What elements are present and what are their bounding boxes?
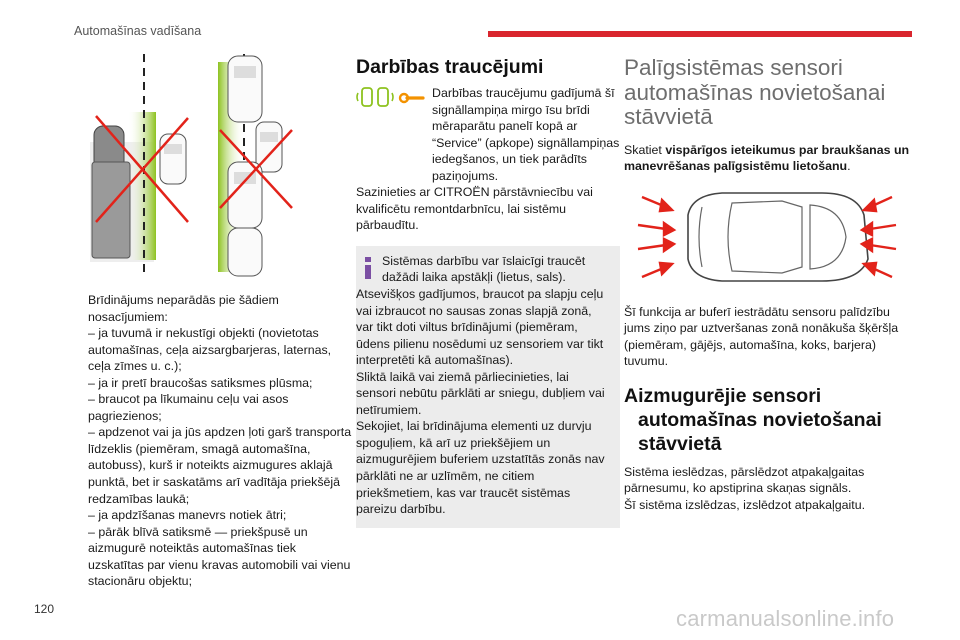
intro-prefix: Skatiet — [624, 142, 666, 157]
list-item: – apdzenot vai ja jūs apdzen ļoti garš transporta līdzeklis (piemēram, smagā automašīna, autobuss), kurš ir noteikts aizmugures aklajā punktā, bet ir saskatāms arī vadītāja priekšējā redzamības laukā; — [88, 425, 352, 506]
section-title-parking-sensors: Palīgsistēmas sensori automašīnas novietošanai stāvvietā — [624, 55, 886, 129]
function-paragraph: Šī funkcija ar buferī iestrādātu sensoru palīdzību jums ziņo par uztveršanas zonā nonākuša šķēršļa (piemēram, gājējs, automašīna, koks, barjera) tuvumu. — [624, 304, 899, 369]
header-section-title: Automašīnas vadīšana — [74, 24, 202, 38]
blind-spot-warning-icon — [357, 88, 393, 106]
list-item: – ja tuvumā ir nekustīgi objekti (novietotas automašīnas, ceļa aizsargbarjeras, laternas, ceļa zīmes u. c.); — [88, 326, 332, 374]
parking-sensors-car-topview-illustration — [632, 185, 902, 289]
list-item: – braucot pa līkumainu ceļu vai asos pagriezienos; — [88, 392, 289, 423]
note-paragraph: Atsevišķos gadījumos, braucot pa slapju ceļu vai izbraucot no sausas zonas slapjā zonā, var tikt doti viltus brīdinājumi (piemēram, ūdens pilienu nosēdumi uz sensoriem var tikt interpretēti kā automašīnas). — [356, 287, 604, 368]
malfunction-paragraph: Darbības traucējumu gadījumā šī signāllampiņa mirgo īsu brīdi mēraparātu panelī kopā ar “Service” (apkope) signāllampiņas iedegšanos, un tiek parādīts paziņojums. — [432, 86, 620, 183]
column-3 — [624, 56, 914, 513]
section-title-malfunction: Darbības traucējumi — [356, 56, 544, 78]
subtitle-line: stāvvietā — [638, 432, 722, 455]
body-paragraph: Brīdinājums neparādās pie šādiem nosacījumiem: — [88, 293, 279, 324]
activation-paragraph: Sistēma ieslēdzas, pārslēdzot atpakaļgaitas pārnesumu, ko apstiprina skaņas signāls. — [624, 464, 865, 496]
subtitle-line: Aizmugurējie sensori — [624, 384, 822, 407]
list-item: – ja apdzīšanas manevrs notiek ātri; — [88, 508, 287, 523]
info-note — [356, 246, 620, 528]
column-2 — [356, 56, 620, 528]
watermark: carmanualsonline.info — [676, 606, 895, 631]
blind-spot-scenario-illustration — [88, 52, 352, 278]
info-icon — [362, 257, 374, 279]
list-item: – pārāk blīvā satiksmē — priekšpusē un aizmugurē noteiktās automašīnas tiek uzskatītas par vienu kravas automobili vai vienu stacionāru objektu; — [88, 524, 351, 589]
intro-link-text: vispārīgos ieteikumus par braukšanas un manevrēšanas palīgsistēmu lietošanu — [624, 142, 910, 174]
page-number: 120 — [34, 602, 55, 616]
warning-icons — [356, 85, 426, 111]
intro-paragraph — [624, 142, 914, 175]
subsection-title-rear-sensors — [624, 384, 914, 456]
list-item: – ja ir pretī braucošas satiksmes plūsma; — [88, 375, 313, 390]
note-paragraph: Sekojiet, lai brīdinājuma elementi uz durvju spoguļiem, kā arī uz priekšējiem un aizmugurējiem buferiem uzstatītās zonās nav pārklāti ne ar uzlīmēm, ne citiem priekšmetiem, kas var traucēt sistēmas pareizu darbību. — [356, 419, 605, 517]
header-accent-bar — [488, 31, 912, 37]
column-1 — [88, 52, 352, 590]
note-paragraph: Sliktā laikā vai ziemā pārliecinieties, lai sensori nebūtu pārklāti ar sniegu, dubļiem vai netīrumiem. — [356, 369, 605, 417]
deactivation-paragraph: Šī sistēma izslēdzas, izslēdzot atpakaļgaitu. — [624, 497, 866, 512]
subtitle-line: automašīnas novietošanai — [638, 408, 882, 431]
intro-suffix: . — [847, 159, 851, 174]
note-paragraph: Sistēmas darbību var īslaicīgi traucēt dažādi laika apstākļi (lietus, sals). — [382, 253, 586, 285]
malfunction-warning-block — [356, 85, 620, 184]
contact-paragraph: Sazinieties ar CITROËN pārstāvniecību vai kvalificētu remontdarbnīcu, lai sistēmu pārbaudītu. — [356, 185, 593, 233]
service-wrench-icon — [400, 94, 423, 102]
